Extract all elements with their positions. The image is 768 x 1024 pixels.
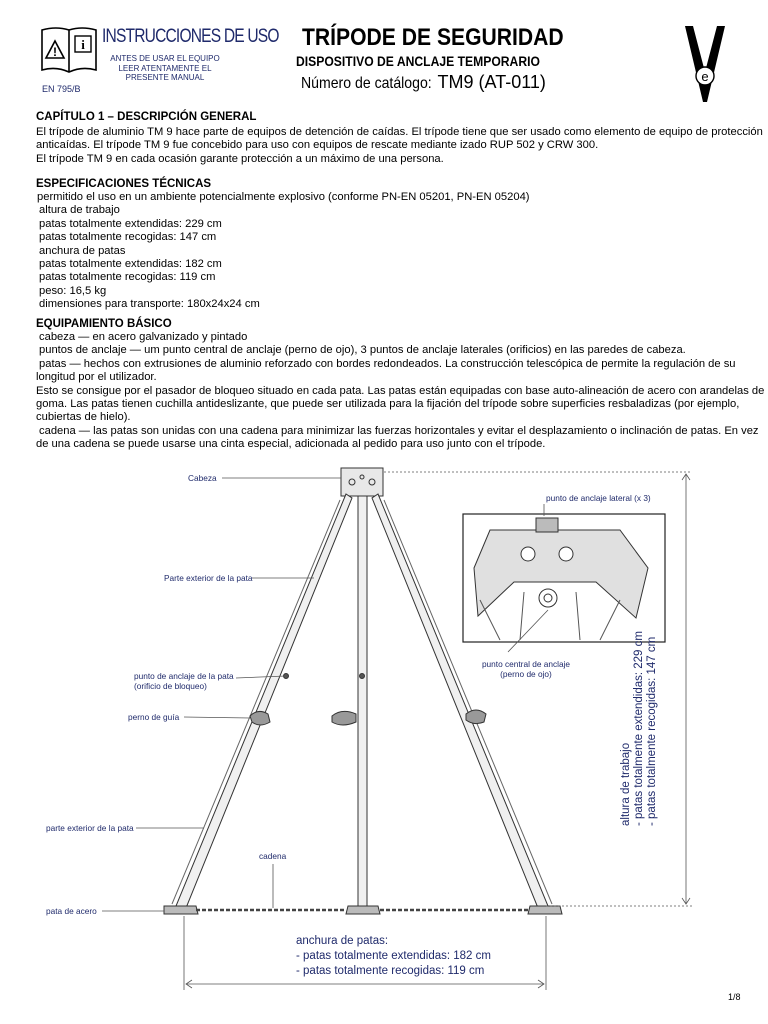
central-anchor-sub: (perno de ojo) [500, 669, 552, 679]
document-subtitle: DISPOSITIVO DE ANCLAJE TEMPORARIO [296, 54, 540, 69]
label-leg-anchor [134, 671, 234, 691]
central-anchor-text: punto central de anclaje [481, 659, 571, 669]
label-head: Cabeza [188, 473, 217, 483]
equipment-title: EQUIPAMIENTO BÁSICO [36, 318, 172, 330]
height-extended: - patas totalmente extendidas: 229 cm [633, 631, 645, 826]
width-extended: - patas totalmente extendidas: 182 cm [296, 950, 491, 962]
note-line: LEER ATENTAMENTE EL [118, 63, 212, 73]
catalog-line [301, 72, 546, 93]
chapter1-title: CAPÍTULO 1 – DESCRIPCIÓN GENERAL [36, 111, 257, 123]
label-guide-pin: perno de guía [128, 712, 180, 722]
chapter1-section [36, 111, 763, 166]
label-central-anchor [478, 659, 574, 679]
label-side-anchor: punto de anclaje lateral (x 3) [546, 493, 651, 503]
label-chain: cadena [259, 851, 287, 861]
document-title: TRÍPODE DE SEGURIDAD [302, 24, 564, 51]
width-collapsed: - patas totalmente recogidas: 119 cm [296, 965, 485, 977]
equipment-line: cubiertas de hielo). [36, 411, 131, 424]
equipment-line: puntos de anclaje — um punto central de anclaje (perno de ojo), 3 puntos de anclaje laterales (orificios) en las paredes de cabeza. [39, 344, 686, 357]
note-line: PRESENTE MANUAL [125, 73, 205, 82]
spec-line: patas totalmente extendidas: 182 cm [39, 258, 222, 271]
catalog-label: Número de catálogo: [301, 75, 432, 92]
spec-line: permitido el uso en un ambiente potencialmente explosivo (conforme PN-EN 05201, PN-EN 05204) [37, 191, 530, 203]
paragraph-line: El trípode TM 9 en cada ocasión garante protección a un máximo de una persona. [36, 152, 444, 165]
label-steel-foot: pata de acero [46, 906, 97, 916]
equipment-line: cabeza — en acero galvanizado y pintado [39, 331, 248, 343]
instructions-title: INSTRUCCIONES DE USO [102, 26, 279, 47]
page-number: 1/8 [728, 992, 741, 1002]
leg-anchor-text: punto de anclaje de la pata [134, 671, 234, 681]
warning-manual-icon [38, 24, 100, 76]
svg-text:i: i [81, 37, 85, 52]
spec-line: anchura de patas [39, 244, 126, 257]
specs-section [36, 178, 736, 312]
equipment-section [36, 318, 765, 452]
leg-anchor-sub: (orificio de bloqueo) [134, 681, 207, 691]
equipment-line: patas — hechos con extrusiones de aluminio reforzado con bordes redondeados. La construcción telescópica de permite la regulación de su [39, 357, 736, 370]
equipment-line: de una cadena se puede usarse una cinta especial, adicionada al pedido para uso junto con el trípode. [36, 438, 546, 451]
width-title: anchura de patas: [296, 935, 389, 947]
width-dimension-text [296, 934, 491, 979]
height-collapsed: - patas totalmente recogidas: 147 cm [646, 636, 658, 826]
equipment-line: cadena — las patas son unidas con una cadena para minimizar las fuerzas horizontales y evitar el desplazamiento o inclinación de patas. En vez [39, 424, 759, 437]
instructions-note [104, 54, 226, 83]
spec-line: peso: 16,5 kg [39, 284, 107, 297]
equipment-line: Esto se consigue por el pasador de bloqueo situado en cada pata. Las patas están equipadas con base auto-alineación de acero con arandelas de [36, 384, 765, 397]
standard-code: EN 795/B [42, 84, 81, 94]
brand-logo [682, 22, 728, 104]
label-leg-outer-lower: parte exterior de la pata [46, 823, 134, 833]
catalog-number: TM9 (AT-011) [437, 72, 546, 92]
spec-line: patas totalmente extendidas: 229 cm [39, 217, 222, 230]
specs-title: ESPECIFICACIONES TÉCNICAS [36, 178, 212, 190]
note-line: ANTES DE USAR EL EQUIPO [110, 54, 220, 63]
height-dimension-text [620, 631, 659, 826]
spec-line: patas totalmente recogidas: 119 cm [39, 271, 216, 284]
height-title: altura de trabajo [620, 742, 632, 826]
label-leg-outer: Parte exterior de la pata [164, 573, 253, 583]
equipment-line: goma. Las patas tienen cuchilla antideslizante, que puede ser utilizada para la fijación del trípode sobre superficies resbaladizas (por ejemplo, [36, 398, 740, 411]
paragraph-line: anticaídas. El trípode TM 9 fue concebido para uso con equipos de rescate mediante izado RUP 502 y CRW 300. [36, 139, 599, 152]
spec-line: dimensiones para transporte: 180x24x24 cm [39, 298, 260, 311]
equipment-line: longitud por el utilizador. [36, 371, 157, 384]
svg-text:e: e [701, 69, 709, 84]
spec-line: altura de trabajo [39, 204, 120, 217]
paragraph-line: El trípode de aluminio TM 9 hace parte de equipos de detención de caídas. El trípode tiene que ser usado como elemento de equipo de protección [36, 126, 763, 138]
spec-line: patas totalmente recogidas: 147 cm [39, 231, 217, 244]
svg-text:!: ! [53, 45, 57, 59]
